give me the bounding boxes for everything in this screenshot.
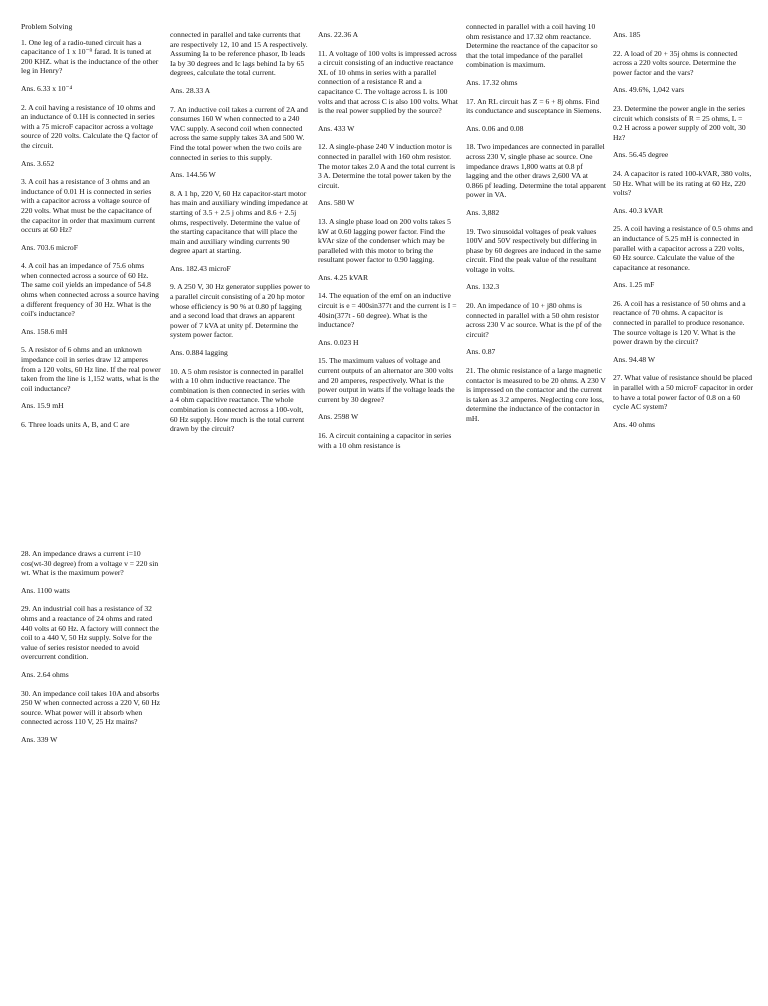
answer-text: Ans. 2.64 ohms	[21, 669, 69, 679]
answer-text: Ans. 15.9 mH	[21, 401, 64, 411]
answer-text: Ans. 3,882	[466, 207, 500, 217]
question-text: 11. A voltage of 100 volts is impressed across a circuit consisting of an inductive reactance XL of 10 ohms in series with a parallel connection of a resistance R and a capacitance C. The voltage across L is 100 volts and that across C is also 100 volts. What is the real power supplied by the source?	[318, 48, 458, 116]
column-5	[613, 30, 753, 438]
answer-text: Ans. 0.06 and 0.08	[466, 123, 524, 133]
answer-text: Ans. 185	[613, 30, 641, 39]
column-6	[21, 549, 161, 754]
question-text: 7. An inductive coil takes a current of 2A and consumes 160 W when connected to a 240 VAC supply. A second coil when connected across the same supply takes 3A and 500 W. Find the total power when the two coils are connected in series to this supply.	[170, 104, 308, 162]
question-text: 12. A single-phase 240 V induction motor is connected in parallel with 160 ohm resistor. The motor takes 2.0 A and the total current is 3 A. Determine the total power taken by the circuit.	[318, 142, 456, 190]
column-2-items	[170, 30, 310, 434]
answer-text: Ans. 56.45 degree	[613, 150, 669, 160]
question-text: 16. A circuit containing a capacitor in series with a 10 ohm resistance is	[318, 431, 452, 450]
question-text: 13. A single phase load on 200 volts takes 5 kW at 0.60 lagging power factor. Find the kVAr size of the condenser which may be paralleled with this motor to bring the resultant power factor to 0.90 lagging.	[318, 216, 451, 265]
answer-text: Ans. 433 W	[318, 123, 355, 133]
answer-text: Ans. 158.6 mH	[21, 326, 68, 336]
question-text: 27. What value of resistance should be placed in parallel with a 50 microF capacitor in order to have a total power factor of 0.8 on a 60 cycle AC system?	[613, 373, 754, 412]
answer-text: Ans. 17.32 ohms	[466, 77, 518, 87]
answer-text: Ans. 1100 watts	[21, 585, 70, 595]
column-4	[466, 22, 606, 432]
question-text: 24. A capacitor is rated 100-kVAR, 380 volts, 50 Hz. What will be its rating at 60 Hz, 220 volts?	[613, 168, 752, 198]
answer-text: Ans. 4.25 kVAR	[318, 272, 369, 282]
question-text: 18. Two impedances are connected in parallel across 230 V, single phase ac source. One impedance draws 1,800 watts at 0.8 pf lagging and the other draws 2,600 VA at 0.866 pf leading. Determine the total apparent power in VA.	[466, 142, 607, 200]
answer-text: Ans. 0.884 lagging	[170, 348, 228, 358]
column-3	[318, 30, 458, 458]
question-text: connected in parallel and take currents that are respectively 12, 10 and 15 A respectively. Assuming Ia to be reference phasor, Ib leads Ia by 30 degrees and Ic lags behind Ia by 65 degrees, calculate the total current.	[170, 30, 308, 78]
question-text: 29. An industrial coil has a resistance of 32 ohms and a reactance of 24 ohms and rated 440 volts at 60 Hz. A factory will connect the coil to a 440 V, 50 Hz supply. Solve for the value of series resistor needed to avoid overcurrent condition.	[21, 604, 159, 662]
question-text: 6. Three loads units A, B, and C are	[21, 420, 130, 429]
answer-text: Ans. 22.36 A	[318, 30, 359, 39]
column-4-items	[466, 22, 606, 424]
column-1	[21, 22, 161, 438]
question-text: connected in parallel with a coil having 10 ohm resistance and 17.32 ohm reactance. Determine the reactance of the capacitor so that the total impedance of the parallel combination is maximum.	[466, 22, 598, 70]
question-text: 1. One leg of a radio-tuned circuit has a capacitance of 1 x 10⁻⁹ farad. It is tuned at 200 KHZ. what is the inductance of the other leg in Henry?	[21, 37, 159, 76]
question-text: 25. A coil having a resistance of 0.5 ohms and an inductance of 5.25 mH is connected in parallel with a capacitor across a 220 volts, 60 Hz source. Calculate the value of the capacitance at resonance.	[613, 224, 753, 272]
question-text: 28. An impedance draws a current i=10 cos(wt-30 degree) from a voltage v = 220 sin wt. What is the maximum power?	[21, 549, 159, 578]
column-3-items	[318, 30, 458, 450]
answer-text: Ans. 580 W	[318, 198, 355, 208]
question-text: 3. A coil has a resistance of 3 ohms and an inductance of 0.01 H is connected in series with a capacitor across a voltage source of 220 volts. What must be the capacitance of the capacitor in order that maximum current occurs at 60 Hz?	[21, 177, 156, 235]
question-text: 8. A 1 hp, 220 V, 60 Hz capacitor-start motor has main and auxiliary winding impedance at starting of 3.5 + 2.5 j ohms and 8.6 + 2.5j ohms, respectively. Determine the value of the starting capacitance that will place the main and auxiliary winding currents 90 degree apart at starting.	[170, 188, 308, 256]
column-2	[170, 30, 310, 442]
question-text: 20. An impedance of 10 + j80 ohms is connected in parallel with a 50 ohm resistor across 230 V ac source. What is the pf of the circuit?	[466, 301, 602, 339]
question-text: 5. A resistor of 6 ohms and an unknown impedance coil in series draw 12 amperes from a 120 volts, 60 Hz line. If the real power taken from the line is 1,152 watts, what is the coil inductance?	[21, 345, 161, 393]
question-text: 26. A coil has a resistance of 50 ohms and a reactance of 70 ohms. A capacitor is connected in parallel to produce resonance. The source voltage is 120 V. What is the power drawn by the circuit?	[613, 298, 746, 347]
question-text: 19. Two sinusoidal voltages of peak values 100V and 50V respectively but differing in phase by 60 degrees are induced in the same circuit. Find the peak value of the resultant voltage in volts.	[466, 226, 601, 274]
answer-text: Ans. 49.6%, 1,042 vars	[613, 85, 685, 95]
answer-text: Ans. 28.33 A	[170, 85, 211, 95]
answer-text: Ans. 3.652	[21, 158, 55, 168]
question-text: 4. A coil has an impedance of 75.6 ohms when connected across a source of 60 Hz. The same coil yields an impedance of 54.8 ohms when connected across a source having a different frequency of 30 Hz. What is the coil's inductance?	[21, 261, 159, 319]
page-title: Problem Solving	[21, 22, 73, 31]
question-text: 17. An RL circuit has Z = 6 + 8j ohms. Find its conductance and susceptance in Siemens.	[466, 96, 602, 116]
question-text: 15. The maximum values of voltage and current outputs of an alternator are 300 volts and 20 amperes, respectively. What is the power output in watts if the voltage leads the current by 30 degree?	[318, 356, 455, 404]
question-text: 22. A load of 20 + 35j ohms is connected across a 220 volts source. Determine the power factor and the vars?	[613, 48, 738, 77]
question-text: 10. A 5 ohm resistor is connected in parallel with a 10 ohm inductive reactance. The combination is then connected in series with a 4 ohm capacitive reactance. The whole combination is connected across a 100-volt, 60 Hz supply. How much is the total current drawn by the circuit?	[170, 366, 305, 434]
answer-text: Ans. 132.3	[466, 282, 500, 292]
answer-text: Ans. 40.3 kVAR	[613, 205, 664, 215]
answer-text: Ans. 94.48 W	[613, 354, 656, 364]
answer-text: Ans. 2598 W	[318, 412, 359, 422]
answer-text: Ans. 339 W	[21, 734, 58, 744]
question-text: 14. The equation of the emf on an inductive circuit is e = 400sin377t and the current is I = 40sin(377t - 60 degree). What is the inductance?	[318, 291, 457, 330]
column-1-items	[21, 38, 161, 430]
answer-text: Ans. 40 ohms	[613, 419, 655, 429]
column-6-items	[21, 549, 161, 745]
answer-text: Ans. 0.023 H	[318, 337, 359, 347]
answer-text: Ans. 144.56 W	[170, 170, 216, 180]
question-text: 2. A coil having a resistance of 10 ohms and an inductance of 0.1H is connected in series with a 75 microF capacitor across a voltage source of 220 volts. Calculate the Q factor of the circuit.	[21, 102, 158, 150]
answer-text: Ans. 182.43 microF	[170, 263, 231, 273]
answer-text: Ans. 6.33 x 10⁻⁴	[21, 83, 73, 93]
question-text: 21. The ohmic resistance of a large magnetic contactor is measured to be 20 ohms. A 230 V is impressed on the contactor and the current is taken as 3.2 amperes. Neglecting core loss, determine the inductance of the contactor in mH.	[466, 366, 606, 423]
column-5-items	[613, 30, 753, 429]
answer-text: Ans. 1.25 mF	[613, 280, 655, 290]
question-text: 23. Determine the power angle in the series circuit which consists of R = 25 ohms, L = 0.2 H across a power supply of 200 volt, 30 Hz?	[613, 103, 746, 142]
answer-text: Ans. 703.6 microF	[21, 242, 78, 252]
answer-text: Ans. 0.87	[466, 347, 496, 357]
question-text: 30. An impedance coil takes 10A and absorbs 250 W when connected across a 220 V, 60 Hz source. What power will it absorb when connected across 110 V, 25 Hz mains?	[21, 688, 161, 727]
question-text: 9. A 250 V, 30 Hz generator supplies power to a parallel circuit consisting of a 20 hp motor whose efficiency is 90 % at 0.80 pf lagging and a second load that draws an apparent power of 7 kVA at unity pf. Determine the system power factor.	[170, 282, 310, 340]
